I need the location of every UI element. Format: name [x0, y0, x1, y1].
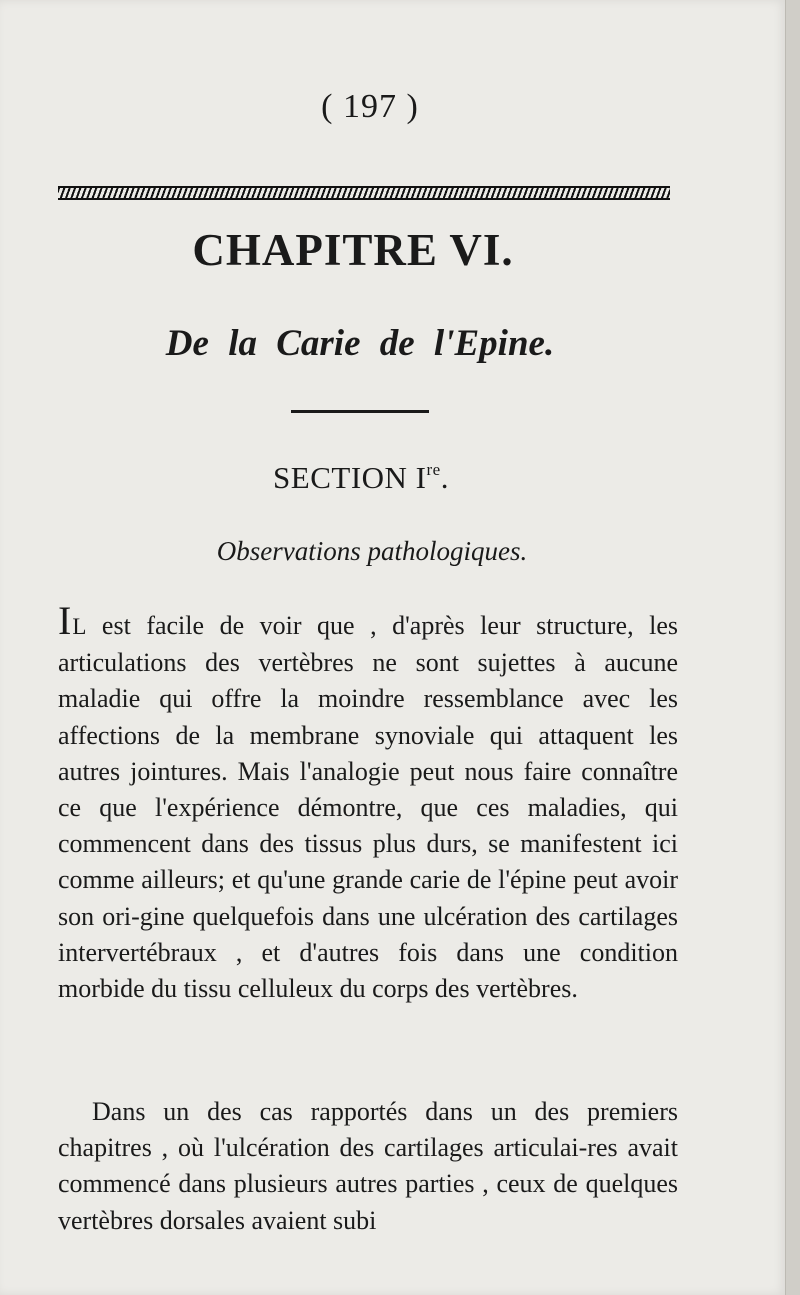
paragraph-1	[58, 598, 678, 1007]
section-title-superscript: re	[426, 460, 441, 479]
chapter-title: CHAPITRE VI.	[192, 225, 514, 275]
chapter-subtitle: De la Carie de l'Epine.	[165, 323, 555, 364]
section-heading: Observations pathologiques.	[216, 536, 528, 566]
section-title	[0, 460, 722, 496]
section-divider	[291, 410, 429, 413]
ornamental-rule	[58, 186, 670, 200]
page-edge	[785, 0, 800, 1295]
lead-letter: L	[72, 614, 87, 639]
section-title-period: .	[440, 460, 449, 495]
page-number: ( 197 )	[321, 88, 419, 125]
section-title-text: SECTION I	[273, 460, 427, 495]
paragraph-1-text: est facile de voir que , d'après leur structure, les articulations des vertèbres ne sont sujettes à aucune maladie qui offre la moindre ressemblance avec les affections de la membrane synoviale qui attaquent les autres jointures. Mais l'analogie peut nous faire connaître ce que l'expérience démontre, que ces maladies, qui commencent dans des tissus plus durs, se manifestent ici comme ailleurs; et qu'une grande carie de l'épine peut avoir son ori-gine quelquefois dans une ulcération des cartilages intervertébraux , et d'autres fois dans une condition morbide du tissu celluleux du corps des vertèbres.	[58, 611, 678, 1004]
paragraph-2: Dans un des cas rapportés dans un des premiers chapitres , où l'ulcération des cartilages articulai-res avait commencé dans plusieurs autres parties , ceux de quelques vertèbres dorsales avaient subi	[58, 1097, 678, 1235]
drop-cap: I	[58, 598, 73, 643]
